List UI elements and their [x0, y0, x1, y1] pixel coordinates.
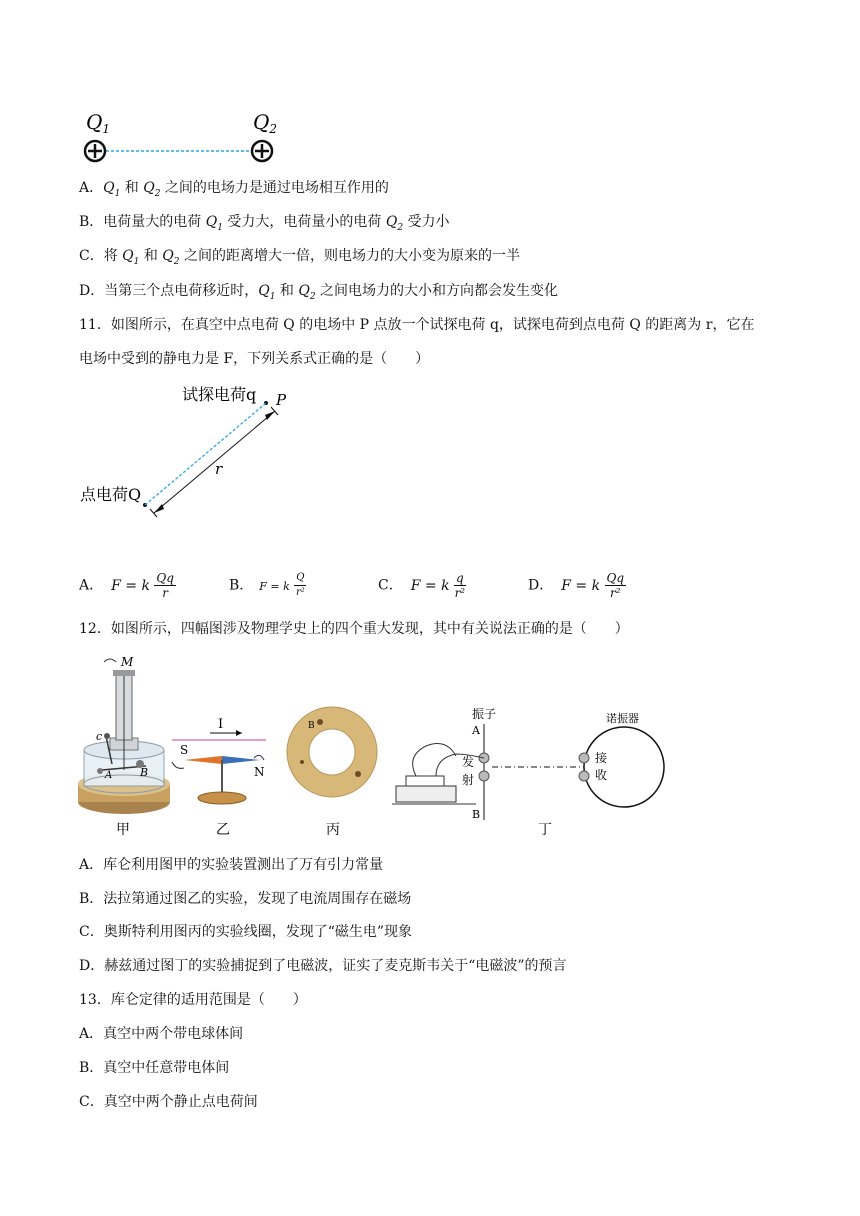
two-charges-figure [80, 108, 280, 168]
svg-text:接: 接 [595, 751, 608, 765]
q12-option-d: D．赫兹通过图丁的实验捕捉到了电磁波，证实了麦克斯韦关于“电磁波”的预言 [79, 958, 567, 974]
hertz-apparatus-illustration [392, 706, 664, 821]
q11-stem-line2: 电场中受到的静电力是 F，下列关系式正确的是（ ） [79, 351, 430, 367]
arrow-head-start-icon [154, 504, 164, 513]
q2-positive-charge-icon [252, 141, 272, 161]
svg-text:c: c [96, 730, 103, 743]
point-charge-label: 点电荷Q [80, 485, 142, 504]
svg-text:A: A [472, 724, 480, 737]
q1-positive-charge-icon [85, 141, 105, 161]
svg-text:N: N [254, 765, 265, 779]
four-discoveries-figure [76, 652, 676, 842]
svg-text:振子: 振子 [472, 707, 497, 721]
svg-text:B: B [140, 766, 149, 779]
svg-text:B: B [308, 721, 315, 731]
q12-stem: 12．如图所示，四幅图涉及物理学史上的四个重大发现，其中有关说法正确的是（ ） [79, 621, 629, 637]
caption-ding: 丁 [538, 822, 552, 838]
q2-label: $Q_2$ [253, 110, 278, 136]
svg-text:B: B [472, 808, 481, 821]
svg-text:A: A [105, 770, 113, 781]
q12-option-a: A．库仑利用图甲的实验装置测出了万有引力常量 [79, 857, 384, 873]
svg-text:S: S [180, 743, 189, 757]
svg-text:I: I [218, 717, 224, 732]
svg-text:诺振器: 诺振器 [606, 712, 639, 725]
q13-option-c: C．真空中两个静止点电荷间 [79, 1094, 258, 1110]
q10-option-b: B．电荷量大的电荷 $Q_1$ 受力大，电荷量小的电荷 $Q_2$ 受力小 [79, 214, 450, 233]
q13-option-b: B．真空中任意带电体间 [79, 1060, 230, 1076]
point-charge-figure [78, 380, 318, 530]
q11-option-c: C． F = k $\frac{q}{\text{r²}}$ [378, 571, 466, 600]
q13-option-a: A．真空中两个带电球体间 [79, 1026, 244, 1042]
distance-dashed-line [145, 403, 266, 505]
svg-text:发: 发 [462, 755, 475, 769]
faraday-ring-illustration [287, 707, 377, 797]
svg-text:射: 射 [462, 773, 475, 787]
q12-option-c: C．奥斯特利用图丙的实验线圈，发现了“磁生电”现象 [79, 924, 413, 940]
p-label: P [276, 391, 287, 409]
q11-option-b: B． F = k $\frac{Q}{\text{r²}}$ [229, 572, 305, 598]
q10-option-c: C．将 $Q_1$ 和 $Q_2$ 之间的距离增大一倍，则电场力的大小变为原来的一半 [79, 248, 520, 267]
svg-text:M: M [121, 655, 134, 669]
arrow-head-end-icon [265, 411, 275, 420]
q13-stem: 13．库仑定律的适用范围是（ ） [79, 992, 307, 1008]
q10-option-d: D．当第三个点电荷移近时，$Q_1$ 和 $Q_2$ 之间电场力的大小和方向都会发生变化 [79, 283, 559, 302]
q11-stem-line1: 11．如图所示，在真空中点电荷 Q 的电场中 P 点放一个试探电荷 q，试探电荷到点电荷 Q 的距离为 r，它在 [79, 317, 755, 333]
q12-option-b: B．法拉第通过图乙的实验，发现了电流周围存在磁场 [79, 891, 412, 907]
caption-jia: 甲 [116, 822, 130, 838]
caption-bing: 丙 [326, 822, 340, 838]
oersted-needle-illustration [172, 717, 266, 804]
q1-label: $Q_1$ [86, 110, 111, 136]
q11-option-d: D． F = k $\frac{Qq}{\text{r²}}$ [528, 571, 625, 600]
torsion-balance-illustration [78, 655, 170, 814]
caption-yi: 乙 [216, 822, 230, 838]
r-label: r [215, 460, 223, 478]
q10-option-a: A．$Q_1$ 和 $Q_2$ 之间的电场力是通过电场相互作用的 [79, 180, 389, 199]
test-charge-label: 试探电荷q [182, 385, 257, 404]
q11-option-a: A． F = k $\frac{Qq}{r}$ [79, 571, 174, 600]
svg-text:收: 收 [595, 768, 608, 782]
